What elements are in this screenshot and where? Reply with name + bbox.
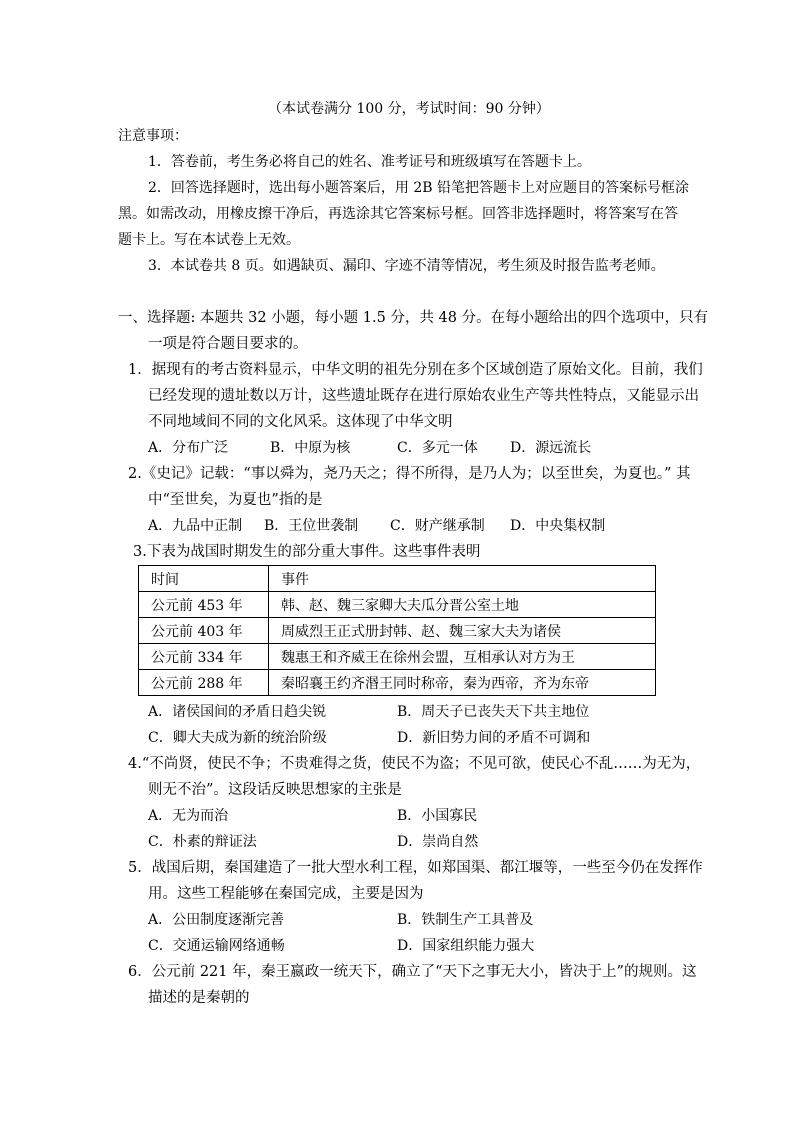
q6-line-2: 描述的是秦朝的 (148, 990, 250, 1006)
q2-option-a: A．九品中正制 (148, 518, 243, 534)
q5-option-b: B．铁制生产工具普及 (397, 912, 534, 928)
table-cell: 公元前 288 年 (139, 670, 269, 696)
table-header-cell: 时间 (139, 566, 269, 592)
q4-line-2: 则无不治”。这段话反映思想家的主张是 (148, 782, 402, 798)
table-header-row (139, 566, 656, 592)
exam-info: （本试卷满分 100 分，考试时间：90 分钟） (268, 101, 550, 117)
notice-item-2-line-2: 黑。如需改动，用橡皮擦干净后，再选涂其它答案标号框。回答非选择题时，将答案写在答 (118, 206, 678, 222)
q1-line-3: 不同地域间不同的文化风采。这体现了中华文明 (148, 414, 453, 430)
q5-option-d: D．国家组织能力强大 (397, 938, 535, 954)
q2-option-d: D．中央集权制 (510, 518, 606, 534)
section-heading-line-2: 一项是符合题目要求的。 (148, 336, 308, 352)
q2-option-c: C．财产继承制 (390, 518, 485, 534)
notice-item-2-line-3: 题卡上。写在本试卷上无效。 (118, 232, 300, 248)
table-header-cell: 事件 (269, 566, 656, 592)
table-row (139, 670, 656, 696)
q3-option-b: B．周天子已丧失天下共主地位 (397, 704, 590, 720)
table-row (139, 618, 656, 644)
q3-option-c: C．卿大夫成为新的统治阶级 (148, 730, 327, 746)
table-row (139, 592, 656, 618)
q1-option-a: A．分布广泛 (148, 440, 229, 456)
table-cell: 魏惠王和齐威王在徐州会盟，互相承认对方为王 (269, 644, 656, 670)
q4-option-b: B．小国寡民 (397, 808, 478, 824)
q4-option-a: A．无为而治 (148, 808, 229, 824)
q1-line-2: 已经发现的遗址数以万计，这些遗址既存在进行原始农业生产等共性特点，又能显示出 (148, 388, 699, 404)
notice-item-3: 3．本试卷共 8 页。如遇缺页、漏印、字迹不清等情况，考生须及时报告监考老师。 (148, 258, 665, 274)
notice-item-2-line-1: 2．回答选择题时，选出每小题答案后，用 2B 铅笔把答题卡上对应题目的答案标号框涂 (148, 180, 690, 196)
table-cell: 韩、赵、魏三家卿大夫瓜分晋公室土地 (269, 592, 656, 618)
q1-option-d: D．源远流长 (510, 440, 592, 456)
q1-option-b: B．中原为核 (270, 440, 351, 456)
events-table (138, 565, 656, 696)
q4-line-1: 4.“不尚贤，使民不争；不贵难得之货，使民不为盗；不见可欲，使民心不乱……为无为， (128, 756, 701, 772)
table-cell: 公元前 453 年 (139, 592, 269, 618)
table-cell: 公元前 403 年 (139, 618, 269, 644)
q4-option-c: C．朴素的辩证法 (148, 834, 257, 850)
q5-option-c: C．交通运输网络通畅 (148, 938, 285, 954)
q5-line-1: 5．战国后期，秦国建造了一批大型水利工程，如郑国渠、都江堰等，一些至今仍在发挥作 (128, 860, 703, 876)
q5-option-a: A．公田制度逐渐完善 (148, 912, 285, 928)
table-cell: 秦昭襄王约齐湣王同时称帝，秦为西帝，齐为东帝 (269, 670, 656, 696)
q1-option-c: C．多元一体 (397, 440, 478, 456)
q6-line-1: 6．公元前 221 年，秦王嬴政一统天下，确立了“天下之事无大小，皆决于上”的规则。这 (128, 964, 697, 980)
q4-option-d: D．崇尚自然 (397, 834, 479, 850)
table-cell: 公元前 334 年 (139, 644, 269, 670)
q3-option-d: D．新旧势力间的矛盾不可调和 (397, 730, 591, 746)
q3-option-a: A．诸侯国间的矛盾日趋尖锐 (148, 704, 327, 720)
section-heading-line-1: 一、选择题: 本题共 32 小题，每小题 1.5 分，共 48 分。在每小题给出的四个选项中，只有 (118, 310, 709, 326)
q2-option-b: B．王位世袭制 (264, 518, 359, 534)
notice-item-1: 1．答卷前，考生务必将自己的姓名、准考证号和班级填写在答题卡上。 (148, 154, 591, 170)
q3-line-1: 3.下表为战国时期发生的部分重大事件。这些事件表明 (133, 544, 481, 560)
q2-line-2: 中“至世矣，为夏也”指的是 (148, 492, 323, 508)
table-row (139, 644, 656, 670)
q5-line-2: 用。这些工程能够在秦国完成，主要是因为 (148, 886, 424, 902)
table-cell: 周威烈王正式册封韩、赵、魏三家大夫为诸侯 (269, 618, 656, 644)
q1-line-1: 1．据现有的考古资料显示，中华文明的祖先分别在多个区域创造了原始文化。目前，我们 (128, 362, 703, 378)
notice-title: 注意事项： (118, 128, 188, 144)
q2-line-1: 2.《史记》记载：“事以舜为，尧乃天之；得不所得，是乃人为；以至世矣，为夏也。” 其 (128, 466, 691, 482)
